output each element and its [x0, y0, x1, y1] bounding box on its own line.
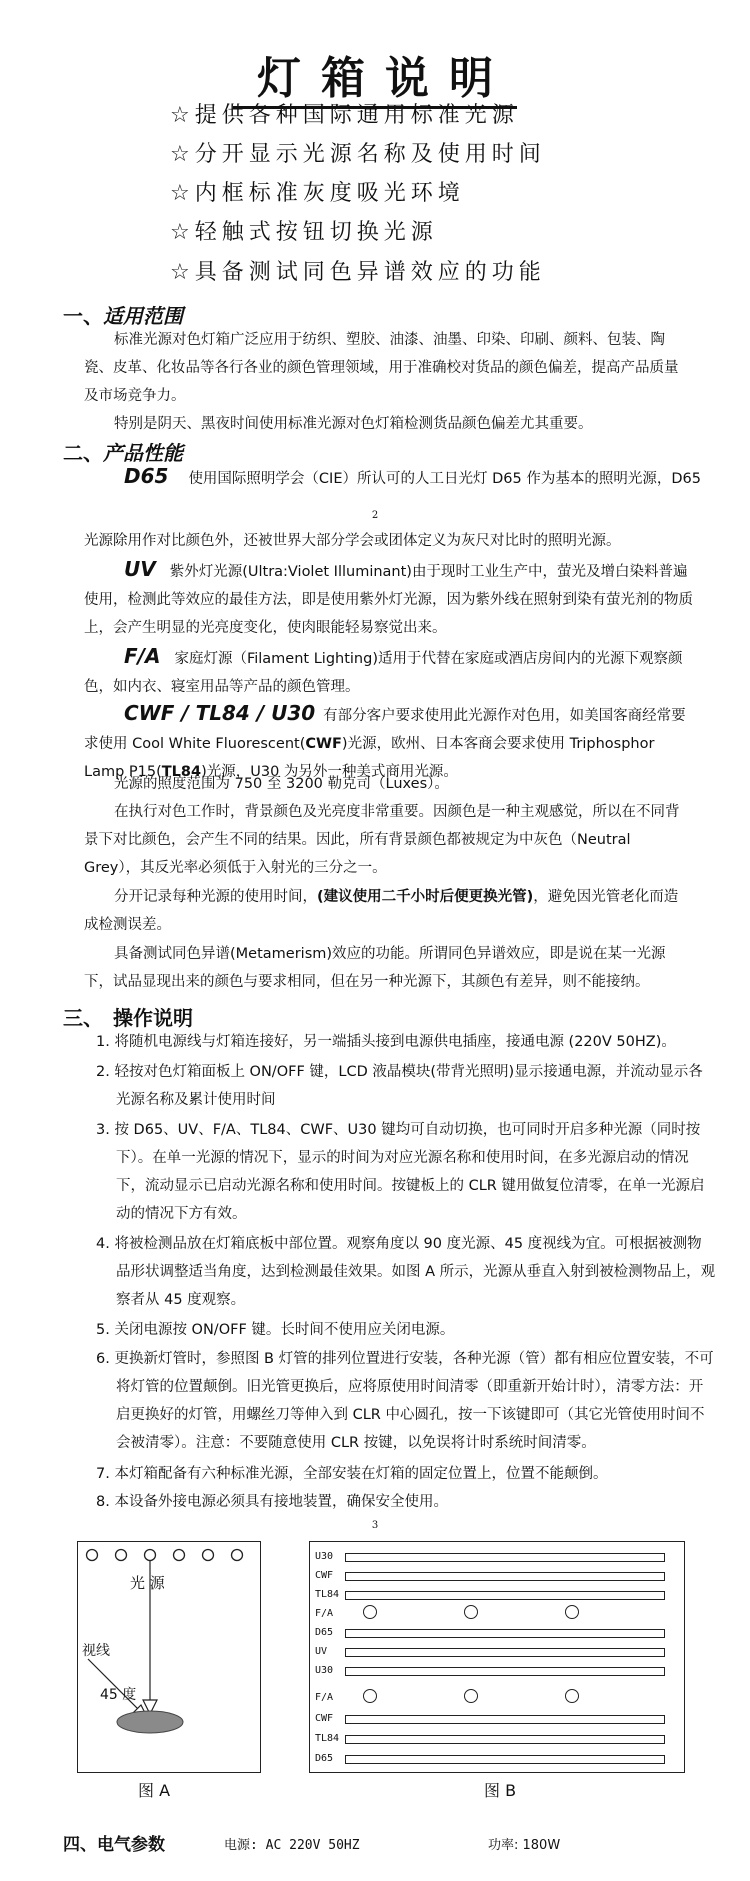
- angle-label: 45 度: [100, 1687, 137, 1703]
- tube-label: D65: [315, 1753, 334, 1764]
- tube-label: U30: [315, 1665, 334, 1676]
- scope-note: 特别是阴天、黑夜时间使用标准光源对色灯箱检测货品颜色偏差尤其重要。: [114, 416, 593, 432]
- figure-a: [77, 1541, 261, 1773]
- d65-paragraph-a: D65 使用国际照明学会（CIE）所认可的人工日光灯 D65 作为基本的照明光源，D65: [124, 464, 701, 488]
- tube-label: D65: [315, 1627, 334, 1638]
- record-paragraph: 分开记录每种光源的使用时间，(建议使用二千小时后便更换光管)，避免因光管老化而造成检测误差。: [84, 889, 679, 933]
- lamp-icon: [145, 1550, 156, 1561]
- tube-tl84: [345, 1591, 665, 1600]
- operation-item-4: 4. 将被检测品放在灯箱底板中部位置。观察角度以 90 度光源、45 度视线为宜。可根据被测物品形状调整适当角度，达到检测最佳效果。如图 A 所示，光源从垂直入射到被检测物品上，观察者从 45 度观察。: [96, 1236, 716, 1308]
- fa-lamp-icon: [363, 1689, 377, 1703]
- tube-cwf: [345, 1572, 665, 1581]
- wattage-spec: 功率: 180W: [488, 1838, 561, 1853]
- section-heading-scope: 一、适用范围: [63, 304, 183, 328]
- tube-label: CWF: [315, 1713, 334, 1724]
- tube-label: UV: [315, 1646, 328, 1657]
- light-source-label: 光 源: [130, 1574, 165, 1592]
- uv-paragraph: UV 紫外灯光源(Ultra:Violet Illuminant)由于现时工业生产中，萤光及增白染料普遍使用，检测此等效应的最佳方法，即是使用紫外灯光源，因为紫外线在照射到染有萤光剂的物质上，会产生明显的光亮度变化，使肉眼能轻易察觉出来。: [84, 557, 693, 636]
- section-heading-electrical: 四、电气参数: [63, 1835, 165, 1855]
- background-paragraph: 在执行对色工作时，背景颜色及光亮度非常重要。因颜色是一种主观感觉，所以在不同背景下对比颜色，会产生不同的结果。因此，所有背景颜色都被规定为中灰色（Neutral Grey），其反光率必须低于入射光的三分之一。: [84, 804, 680, 876]
- tube-label: TL84: [315, 1733, 340, 1744]
- fa-paragraph: F/A 家庭灯源（Filament Lighting)适用于代替在家庭或酒店房间内的光源下观察颜色，如内衣、寝室用品等产品的颜色管理。: [84, 644, 683, 695]
- section-heading-operation: 三、 操作说明: [63, 1006, 193, 1030]
- lamp-icon: [87, 1550, 98, 1561]
- lamp-icon: [174, 1550, 185, 1561]
- tube-cwf: [345, 1715, 665, 1724]
- tube-label: F/A: [315, 1692, 334, 1703]
- tube-tl84: [345, 1735, 665, 1744]
- tube-label: TL84: [315, 1589, 340, 1600]
- metamerism-paragraph: 具备测试同色异谱(Metamerism)效应的功能。所谓同色异谱效应，即是说在某一光源下，试品显现出来的颜色与要求相同，但在另一种光源下，其颜色有差异，则不能接纳。: [84, 946, 666, 990]
- feature-item: ☆分开显示光源名称及使用时间: [170, 142, 546, 167]
- tube-uv: [345, 1648, 665, 1657]
- lux-paragraph: 光源的照度范围为 750 至 3200 勒克司（Luxes）。: [114, 776, 449, 792]
- figure-b-caption: 图 B: [484, 1781, 517, 1800]
- figure-b: [309, 1541, 685, 1773]
- d65-tag: D65: [124, 464, 169, 488]
- lamp-icon: [232, 1550, 243, 1561]
- feature-item: ☆轻触式按钮切换光源: [170, 220, 438, 245]
- lamp-icon: [203, 1550, 214, 1561]
- tube-d65: [345, 1629, 665, 1638]
- section-heading-performance: 二、产品性能: [63, 441, 183, 465]
- feature-item: ☆具备测试同色异谱效应的功能: [170, 260, 546, 285]
- cwf-tag: CWF / TL84 / U30: [124, 701, 316, 725]
- operation-item-1: 1. 将随机电源线与灯箱连接好，另一端插头接到电源供电插座，接通电源 (220V 50HZ)。: [96, 1034, 676, 1050]
- scope-paragraph: 标准光源对色灯箱广泛应用于纺织、塑胶、油漆、油墨、印染、印刷、颜料、包装、陶瓷、皮革、化妆品等各行各业的颜色管理领域，用于准确校对货品的颜色偏差，提高产品质量及市场竞争力。: [84, 332, 679, 404]
- sample-object: [117, 1711, 183, 1733]
- operation-item-5: 5. 关闭电源按 ON/OFF 键。长时间不使用应关闭电源。: [96, 1322, 455, 1338]
- d65-paragraph-b: 光源除用作对比颜色外，还被世界大部分学会或团体定义为灰尺对比时的照明光源。: [84, 533, 621, 549]
- tube-label: F/A: [315, 1608, 334, 1619]
- sight-label: 视线: [82, 1643, 110, 1659]
- fa-lamp-icon: [464, 1605, 478, 1619]
- tube-d65: [345, 1755, 665, 1764]
- cwf-paragraph: CWF / TL84 / U30 有部分客户要求使用此光源作对色用，如美国客商经常要求使用 Cool White Fluorescent(CWF)光源，欧州、日本客商会要求使用 Triphosphor Lamp P15(TL84)光源，U30 为另外一种美式商用光源。: [84, 701, 686, 780]
- feature-item: ☆提供各种国际通用标准光源: [170, 103, 519, 128]
- tube-label: U30: [315, 1551, 334, 1562]
- fa-lamp-icon: [363, 1605, 377, 1619]
- fa-tag: F/A: [124, 644, 161, 668]
- power-spec: 电源: AC 220V 50HZ: [224, 1838, 360, 1853]
- page-number: 3: [371, 1520, 379, 1531]
- tube-u30: [345, 1667, 665, 1676]
- operation-item-8: 8. 本设备外接电源必须具有接地装置，确保安全使用。: [96, 1494, 448, 1510]
- operation-item-6: 6. 更换新灯管时，参照图 B 灯管的排列位置进行安装，各种光源（管）都有相应位置安装，不可将灯管的位置颠倒。旧光管更换后，应将原使用时间清零（即重新开始计时），清零方法：开启更换好的灯管，用螺丝刀等伸入到 CLR 中心圆孔，按一下该键即可（其它光管使用时间不会被清零）。注意：不要随意使用 CLR 按键，以免误将计时系统时间清零。: [96, 1351, 714, 1451]
- lamp-icon: [116, 1550, 127, 1561]
- uv-tag: UV: [124, 557, 156, 581]
- page-number: 2: [371, 510, 379, 521]
- operation-item-3: 3. 按 D65、UV、F/A、TL84、CWF、U30 键均可自动切换，也可同时开启多种光源（同时按下）。在单一光源的情况下，显示的时间为对应光源名称和使用时间，在多光源启动的情况下，流动显示已启动光源名称和使用时间。按键板上的 CLR 键用做复位清零，在单一光源启动的情况下方有效。: [96, 1122, 705, 1222]
- operation-item-2: 2. 轻按对色灯箱面板上 ON/OFF 键，LCD 液晶模块(带背光照明)显示接通电源，并流动显示各光源名称及累计使用时间: [96, 1064, 703, 1108]
- tube-u30: [345, 1553, 665, 1562]
- fa-lamp-icon: [565, 1605, 579, 1619]
- page-title: 灯箱说明: [0, 42, 750, 106]
- tube-label: CWF: [315, 1570, 334, 1581]
- fa-lamp-icon: [565, 1689, 579, 1703]
- fa-lamp-icon: [464, 1689, 478, 1703]
- feature-item: ☆内框标准灰度吸光环境: [170, 181, 465, 206]
- operation-item-7: 7. 本灯箱配备有六种标准光源，全部安装在灯箱的固定位置上，位置不能颠倒。: [96, 1466, 608, 1482]
- figure-a-caption: 图 A: [138, 1781, 171, 1800]
